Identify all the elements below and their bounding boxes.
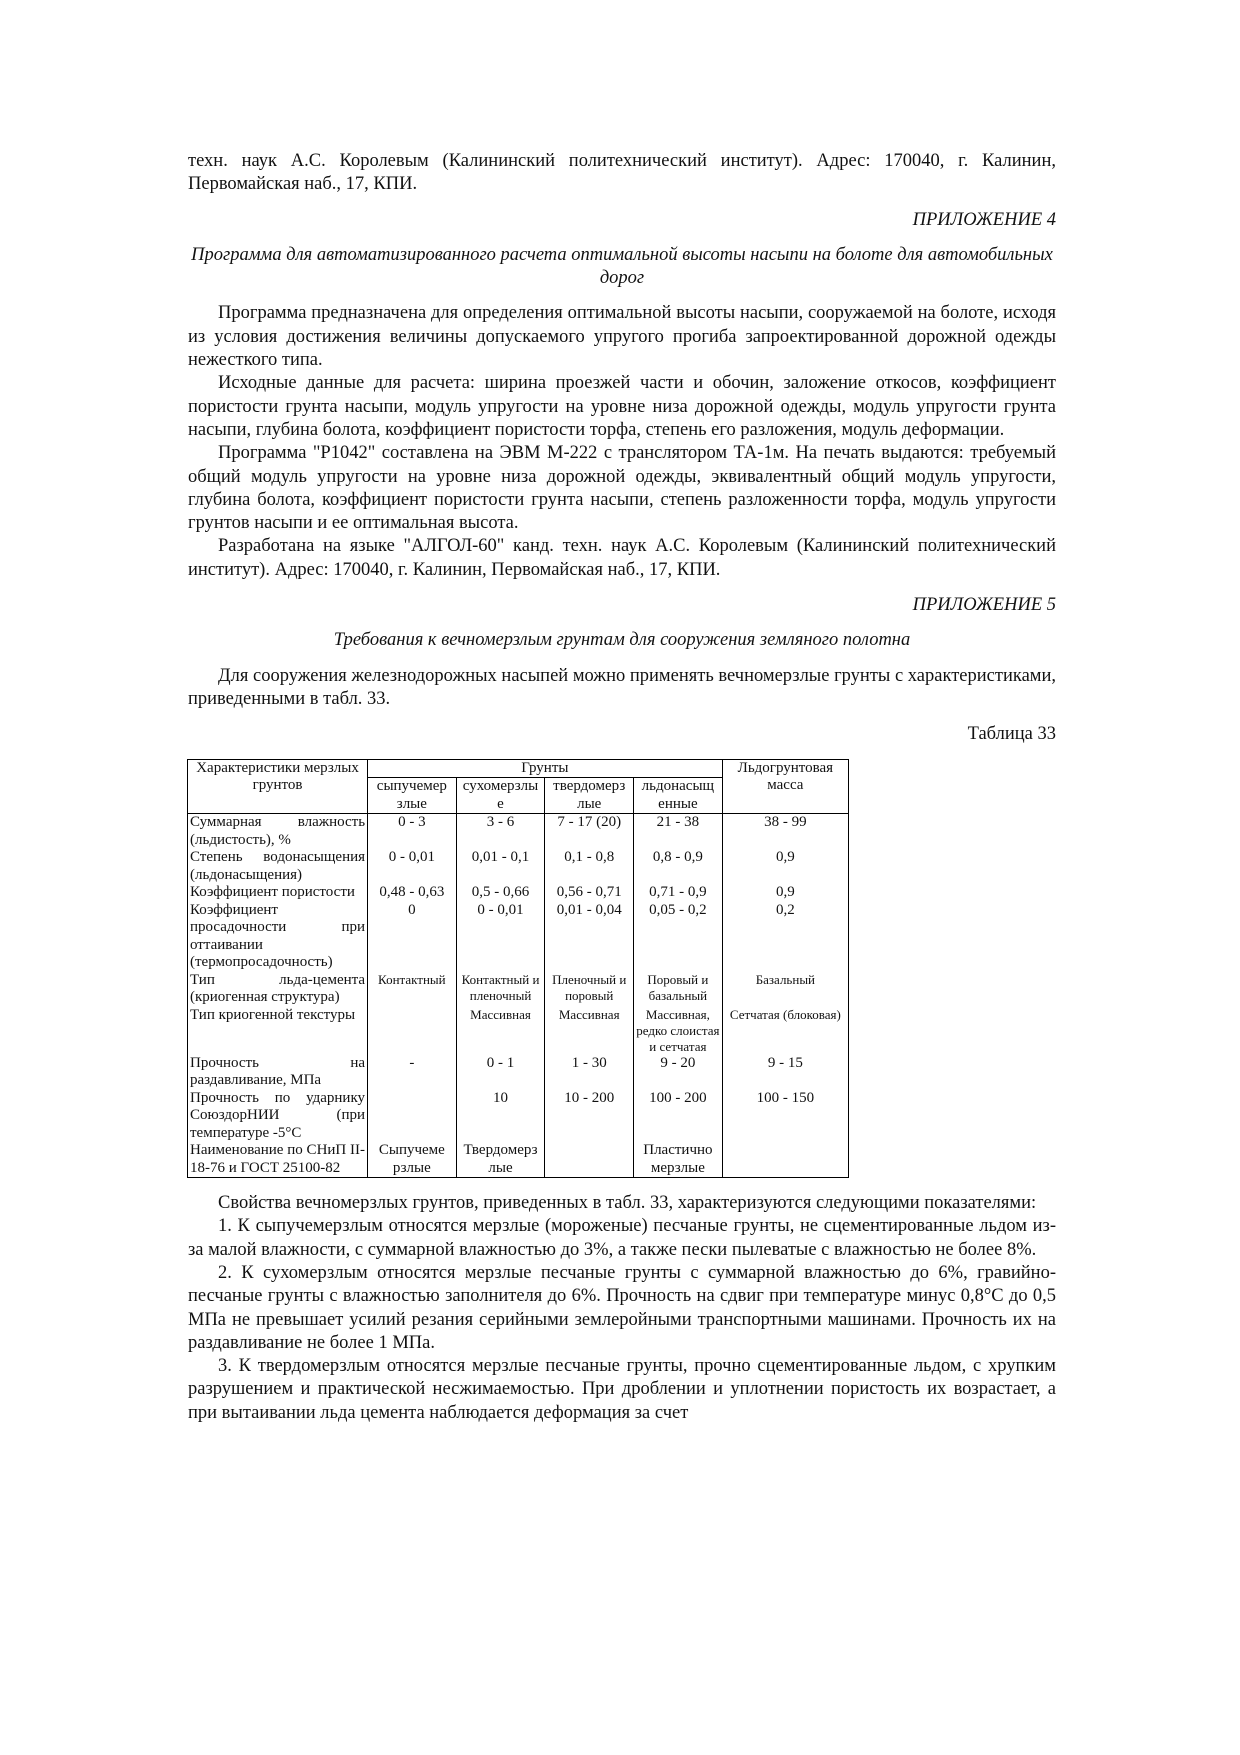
cell: 38 - 99	[722, 814, 848, 850]
cell: 0,8 - 0,9	[634, 849, 723, 884]
paragraph: 3. К твердомерзлым относятся мерзлые песчаные грунты, прочно сцементированные льдом, с хрупким разрушением и практической несжимаемостью. При дроблении и уплотнении пористость их возрастает, а при вытаивании льда цемента наблюдается деформация за счет	[188, 1356, 1056, 1423]
paragraph: Свойства вечномерзлых грунтов, приведенных в табл. 33, характеризуются следующими показателями:	[218, 1193, 1037, 1214]
header-soils: Грунты	[368, 759, 723, 778]
cell: 0,01 - 0,04	[545, 902, 634, 972]
cell: 0 - 0,01	[456, 902, 545, 972]
cell: Массивная	[545, 1007, 634, 1055]
cell: 10 - 200	[545, 1090, 634, 1143]
cell: Сыпучеме рзлые	[368, 1142, 457, 1178]
cell: 10	[456, 1090, 545, 1143]
cell: 0	[368, 902, 457, 972]
header-col: сухомерзлы е	[456, 778, 545, 814]
row-label: Прочность на раздавливание, МПа	[188, 1055, 368, 1090]
table-33	[187, 759, 849, 1179]
cell: 0,2	[722, 902, 848, 972]
cell: 0,9	[722, 884, 848, 902]
row-label: Коэффициент просадочности при оттаивании (термопросадочность)	[188, 902, 368, 972]
cell: 21 - 38	[634, 814, 723, 850]
cell: Массивная, редко слоистая и сетчатая	[634, 1007, 723, 1055]
table-row	[188, 1090, 849, 1143]
header-col: льдонасыщ енные	[634, 778, 723, 814]
cell: -	[368, 1055, 457, 1090]
cell: 100 - 200	[634, 1090, 723, 1143]
header-col: сыпучемер злые	[368, 778, 457, 814]
cell: 7 - 17 (20)	[545, 814, 634, 850]
table-row	[188, 1055, 849, 1090]
cell: Поровый и базальный	[634, 972, 723, 1007]
cell	[368, 1090, 457, 1143]
cell: 0 - 1	[456, 1055, 545, 1090]
cell: 0,71 - 0,9	[634, 884, 723, 902]
cell	[368, 1007, 457, 1055]
paragraph: 2. К сухомерзлым относятся мерзлые песчаные грунты с суммарной влажностью до 6%, гравийно-песчаные грунты с влажностью заполнителя до 6%. Прочность на сдвиг при температуре минус 0,8°С до 0,5 МПа не превышает усилий резания серийными землеройными транспортными машинами. Прочность их на раздавливание не более 1 МПа.	[188, 1262, 1056, 1353]
table-row	[188, 902, 849, 972]
cell: 0,5 - 0,66	[456, 884, 545, 902]
paragraph: Для сооружения железнодорожных насыпей можно применять вечномерзлые грунты с характеристиками, приведенными в табл. 33.	[188, 665, 1057, 709]
cell: 100 - 150	[722, 1090, 848, 1143]
row-label: Прочность по ударнику СоюздорНИИ (при температуре -5°С	[188, 1090, 368, 1143]
table-row	[188, 1007, 849, 1055]
header-ice-mass: Льдогрунтовая масса	[722, 759, 848, 814]
cell: 0,56 - 0,71	[545, 884, 634, 902]
cell: 0,48 - 0,63	[368, 884, 457, 902]
cell	[722, 1142, 848, 1178]
cell: Сетчатая (блоковая)	[722, 1007, 848, 1055]
document-page	[188, 150, 1056, 1425]
header-characteristics: Характеристики мерзлых грунтов	[188, 759, 368, 814]
intro-paragraph: техн. наук А.С. Королевым (Калининский политехнический институт). Адрес: 170040, г. Калинин, Первомайская наб., 17, КПИ.	[188, 151, 1056, 195]
cell: Контактный	[368, 972, 457, 1007]
table-caption: Таблица 33	[967, 724, 1056, 745]
cell: 0,01 - 0,1	[456, 849, 545, 884]
cell: 9 - 15	[722, 1055, 848, 1090]
cell: 1 - 30	[545, 1055, 634, 1090]
row-label: Степень водонасыщения (льдонасыщения)	[188, 849, 368, 884]
table-row	[188, 1142, 849, 1178]
paragraph: Программа "Р1042" составлена на ЭВМ М-222 с транслятором ТА-1м. На печать выдаются: требуемый общий модуль упругости на уровне низа дорожной одежды, эквивалентный общий модуль упругости, глубина болота, коэффициент пористости грунта насыпи, степень разложенности торфа, модуль упругости грунтов насыпи и ее оптимальная высота.	[188, 443, 1056, 534]
appendix-5-heading: ПРИЛОЖЕНИЕ 5	[912, 595, 1056, 616]
cell: Базальный	[722, 972, 848, 1007]
cell: 3 - 6	[456, 814, 545, 850]
table-row	[188, 814, 849, 850]
cell: Твердомерз лые	[456, 1142, 545, 1178]
table-row	[188, 972, 849, 1007]
cell: Массивная	[456, 1007, 545, 1055]
appendix-4-title: Программа для автоматизированного расчета оптимальной высоты насыпи на болоте для автомобильных дорог	[191, 244, 1053, 289]
row-label: Суммарная влажность (льдистость), %	[188, 814, 368, 850]
row-label: Тип криогенной текстуры	[188, 1007, 368, 1055]
cell: Контактный и пленочный	[456, 972, 545, 1007]
cell: 0,9	[722, 849, 848, 884]
cell: 0,1 - 0,8	[545, 849, 634, 884]
paragraph: 1. К сыпучемерзлым относятся мерзлые (мороженые) песчаные грунты, не сцементированные льдом из-за малой влажности, с суммарной влажностью до 3%, а также пески пылеватые с влажностью не более 8%.	[188, 1216, 1056, 1260]
paragraph: Исходные данные для расчета: ширина проезжей части и обочин, заложение откосов, коэффициент пористости грунта насыпи, модуль упругости на уровне низа дорожной одежды, модуль упругости грунта насыпи, глубина болота, коэффициент пористости торфа, степень его разложения, модуль деформации.	[188, 373, 1056, 440]
cell: 9 - 20	[634, 1055, 723, 1090]
cell: Пластично мерзлые	[634, 1142, 723, 1178]
cell	[545, 1142, 634, 1178]
row-label: Коэффициент пористости	[188, 884, 368, 902]
paragraph: Разработана на языке "АЛГОЛ-60" канд. техн. наук А.С. Королевым (Калининский политехнический институт). Адрес: 170040, г. Калинин, Первомайская наб., 17, КПИ.	[188, 536, 1056, 580]
row-label: Наименование по СНиП II-18-76 и ГОСТ 25100-82	[188, 1142, 368, 1178]
appendix-4-heading: ПРИЛОЖЕНИЕ 4	[912, 209, 1056, 230]
paragraph: Программа предназначена для определения оптимальной высоты насыпи, сооружаемой на болоте, исходя из условия достижения величины допускаемого упругого прогиба запроектированной дорожной одежды нежесткого типа.	[188, 303, 1056, 371]
cell: 0,05 - 0,2	[634, 902, 723, 972]
header-col: твердомерз лые	[545, 778, 634, 814]
table-row	[188, 884, 849, 902]
table-row	[188, 849, 849, 884]
cell: Пленочный и поровый	[545, 972, 634, 1007]
appendix-5-title: Требования к вечномерзлым грунтам для сооружения земляного полотна	[333, 630, 911, 651]
row-label: Тип льда-цемента (криогенная структура)	[188, 972, 368, 1007]
cell: 0 - 3	[368, 814, 457, 850]
cell: 0 - 0,01	[368, 849, 457, 884]
